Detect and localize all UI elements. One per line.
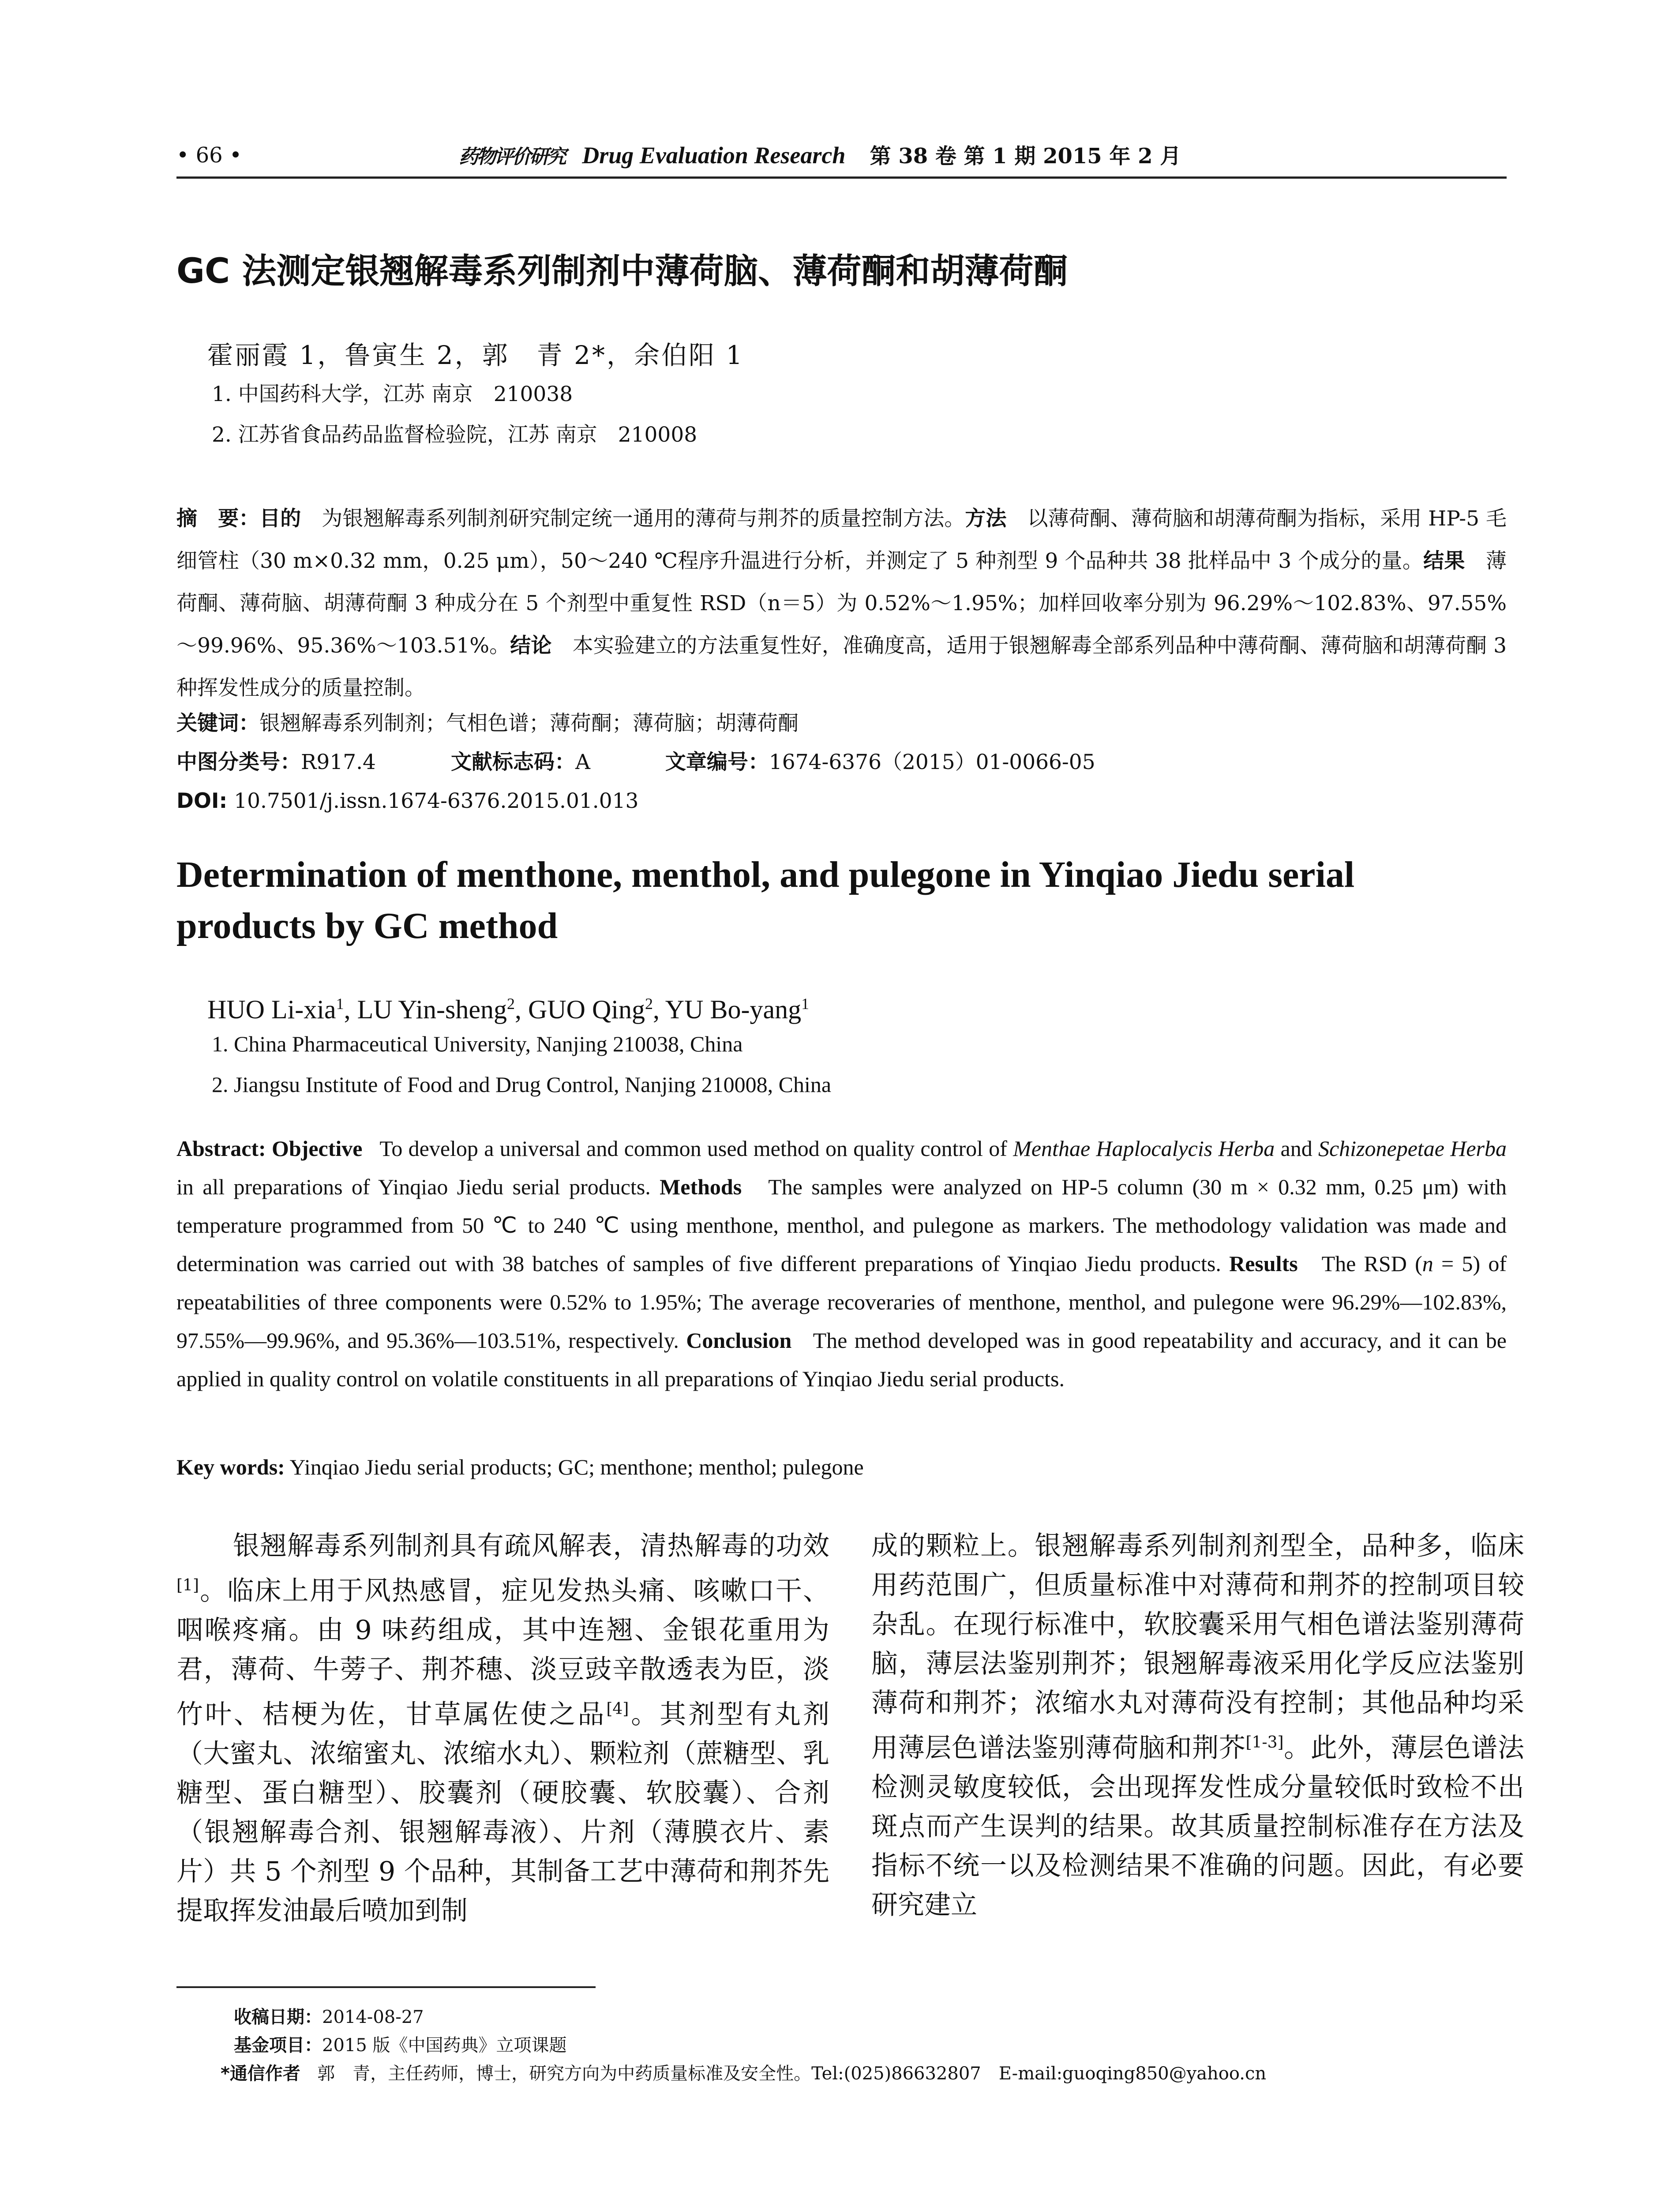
conclusion-text-cn: 本实验建立的方法重复性好，准确度高，适用于银翘解毒全部系列品种中薄荷酮、薄荷脑和胡薄荷酮 3 种挥发性成分的质量控制。: [176, 634, 1507, 700]
fund-label: 基金项目：: [234, 2035, 322, 2056]
objective-label-cn: 目的: [259, 506, 301, 531]
methods-text-en: The samples were analyzed on HP-5 column (30 m × 0.32 mm, 0.25 μm) with temperature programmed from 50 ℃ to 240 ℃ using menthone, menthol, and pulegone as markers. The methodology validation was made and determination was carried out with 38 batches of samples of five different preparations of Yinqiao Jiedu products.: [176, 1174, 1507, 1276]
author-name: GUO Qing: [528, 995, 645, 1024]
methods-text-cn: 以薄荷酮、薄荷脑和胡薄荷酮为指标，采用 HP-5 毛细管柱（30 m×0.32 mm，0.25 μm），50～240 ℃程序升温进行分析，并测定了 5 种剂型 9 个品种共 38 批样品中 3 个成分的量。: [176, 506, 1507, 573]
chinese-keywords: [176, 705, 799, 742]
keywords-label-cn: 关键词：: [176, 711, 259, 735]
abstract-label-cn: 摘 要：: [176, 506, 260, 531]
body-text: 。其剂型有丸剂（大蜜丸、浓缩蜜丸、浓缩水丸）、颗粒剂（蔗糖型、乳糖型、蛋白糖型）、胶囊剂（硬胶囊、软胶囊）、合剂（银翘解毒合剂、银翘解毒液）、片剂（薄膜衣片、素片）共 5 个剂型 9 个品种，其制备工艺中薄荷和荆芥先提取挥发油最后喷加到制: [176, 1699, 830, 1926]
objective-text-en: in all preparations of Yinqiao Jiedu serial products.: [176, 1174, 651, 1199]
chinese-authors: 霍丽霞 1，鲁寅生 2，郭 青 2*，余伯阳 1: [207, 340, 744, 370]
journal-header: [459, 138, 1504, 173]
herb-name: Menthae Haplocalycis Herba: [1013, 1136, 1275, 1161]
chinese-affiliation-1: 1. 中国药科大学，江苏 南京 210038: [212, 382, 573, 406]
objective-label-en: Objective: [271, 1136, 363, 1161]
keywords-text-en: Yinqiao Jiedu serial products; GC; menthone; menthol; pulegone: [289, 1455, 864, 1479]
author-affiliation-mark: 2: [645, 995, 653, 1013]
author-name: LU Yin-sheng: [357, 995, 507, 1024]
footnote-corresponding: [221, 2060, 1266, 2088]
fund-text: 2015 版《中国药典》立项课题: [322, 2035, 567, 2056]
english-affiliation-1: 1. China Pharmaceutical University, Nanjing 210038, China: [212, 1032, 743, 1056]
clc-value: R917.4: [301, 750, 376, 774]
received-date: 2014-08-27: [322, 2007, 424, 2027]
journal-logo-cn: 药物评价研究: [459, 146, 565, 168]
chinese-affiliation-2: 2. 江苏省食品药品监督检验院，江苏 南京 210008: [212, 423, 698, 447]
citation-ref: [1-3]: [1245, 1733, 1284, 1752]
body-column-left: [176, 1527, 829, 1931]
objective-text-en: and: [1280, 1136, 1312, 1161]
doc-code-label: 文献标志码：: [450, 750, 575, 774]
body-text: 成的颗粒上。银翘解毒系列制剂剂型全，品种多，临床用药范围广，但质量标准中对薄荷和荆芥的控制项目较杂乱。在现行标准中，软胶囊采用气相色谱法鉴别薄荷脑，薄层法鉴别荆芥；银翘解毒液采用化学反应法鉴别薄荷和荆芥；浓缩水丸对薄荷没有控制；其他品种均采用薄层色谱法鉴别薄荷脑和荆芥: [871, 1531, 1524, 1763]
conclusion-label-cn: 结论: [510, 634, 552, 658]
article-number-value: 1674-6376（2015）01-0066-05: [769, 750, 1095, 774]
body-text: 。临床上用于风热感冒，症见发热头痛、咳嗽口干、咽喉疼痛。由 9 味药组成，其中连翘、金银花重用为君，薄荷、牛蒡子、荆芥穗、淡豆豉辛散透表为臣，淡竹叶、桔梗为佐，甘草属佐使之品: [176, 1576, 829, 1730]
body-text: 。此外，薄层色谱法检测灵敏度较低，会出现挥发性成分量较低时致检不出斑点而产生误判的结果。故其质量控制标准存在方法及指标不统一以及检测结果不准确的问题。因此，有必要研究建立: [871, 1733, 1525, 1921]
journal-issue: 第 38 卷 第 1 期 2015 年 2 月: [870, 144, 1181, 169]
conclusion-label-en: Conclusion: [686, 1328, 792, 1353]
footnote-rule: [176, 1986, 596, 1988]
objective-text-cn: 为银翘解毒系列制剂研究制定统一通用的薄荷与荆芥的质量控制方法。: [322, 506, 965, 531]
keywords-text-cn: 银翘解毒系列制剂；气相色谱；薄荷酮；薄荷脑；胡薄荷酮: [259, 711, 799, 735]
english-authors: HUO Li-xia$^1$, LU Yin-sheng$^2$, GUO Qing$^2$, YU Bo-yang$^1$: [207, 995, 810, 1024]
keywords-label-en: Key words:: [176, 1455, 285, 1479]
corresponding-text: 郭 青，主任药师，博士，研究方向为中药质量标准及安全性。Tel:(025)86632807 E-mail:guoqing850@yahoo.cn: [317, 2063, 1267, 2084]
chinese-title: GC 法测定银翘解毒系列制剂中薄荷脑、薄荷酮和胡薄荷酮: [176, 251, 1068, 291]
results-text-cn: 薄荷酮、薄荷脑、胡薄荷酮 3 种成分在 5 个剂型中重复性 RSD（n＝5）为 0.52%～1.95%；加样回收率分别为 96.29%～102.83%、97.55%～99.96%、95.36%～103.51%。: [176, 549, 1507, 658]
author-name: YU Bo-yang: [665, 995, 802, 1024]
english-affiliation-2: 2. Jiangsu Institute of Food and Drug Control, Nanjing 210008, China: [212, 1072, 832, 1097]
results-label-en: Results: [1229, 1251, 1298, 1276]
citation-ref: [1]: [176, 1576, 199, 1594]
english-keywords: [176, 1448, 864, 1486]
chinese-abstract: [176, 498, 1507, 709]
author-name: HUO Li-xia: [207, 995, 336, 1024]
author-affiliation-mark: 1: [336, 995, 344, 1013]
corresponding-label: *通信作者: [221, 2063, 300, 2084]
author-affiliation-mark: 2: [507, 995, 515, 1013]
methods-label-cn: 方法: [965, 506, 1007, 531]
body-text: 银翘解毒系列制剂具有疏风解表，清热解毒的功效: [233, 1531, 829, 1561]
footnote-received: [234, 2003, 424, 2031]
conclusion-text-en: The method developed was in good repeatability and accuracy, and it can be applied in quality control on volatile constituents in all preparations of Yinqiao Jiedu serial products.: [176, 1328, 1507, 1391]
header-rule: [176, 176, 1507, 179]
doi-value: 10.7501/j.issn.1674-6376.2015.01.013: [234, 789, 639, 813]
body-column-right: [871, 1527, 1524, 1925]
english-abstract: [176, 1129, 1507, 1398]
journal-name-en: Drug Evaluation Research: [582, 142, 846, 169]
results-label-cn: 结果: [1423, 549, 1465, 573]
herb-name: Schizonepetae Herba: [1318, 1136, 1507, 1161]
classification-line: [176, 744, 1095, 781]
author-affiliation-mark: 1: [801, 995, 810, 1013]
results-text-en: = 5) of repeatabilities of three components were 0.52% to 1.95%; The average recoveraries of menthone, menthol, and pulegone were 96.29%—102.83%, 97.55%—99.96%, and 95.36%—103.51%, respectively.: [176, 1251, 1507, 1353]
doi-label: DOI:: [176, 789, 228, 813]
results-text-en: The RSD (: [1321, 1251, 1422, 1276]
footnote-fund: [234, 2031, 567, 2060]
results-n-symbol: n: [1422, 1251, 1433, 1276]
citation-ref: [4]: [606, 1700, 629, 1718]
methods-label-en: Methods: [660, 1174, 742, 1199]
clc-label: 中图分类号：: [176, 750, 301, 774]
doi-line: [176, 783, 638, 820]
doc-code-value: A: [575, 750, 590, 774]
received-label: 收稿日期：: [234, 2007, 322, 2027]
objective-text-en: To develop a universal and common used method on quality control of: [379, 1136, 1007, 1161]
page-number: • 66 •: [176, 143, 242, 168]
english-title: Determination of menthone, menthol, and pulegone in Yinqiao Jiedu serial products by GC method: [176, 854, 1355, 946]
abstract-label-en: Abstract:: [176, 1136, 266, 1161]
article-number-label: 文章编号：: [665, 750, 769, 774]
